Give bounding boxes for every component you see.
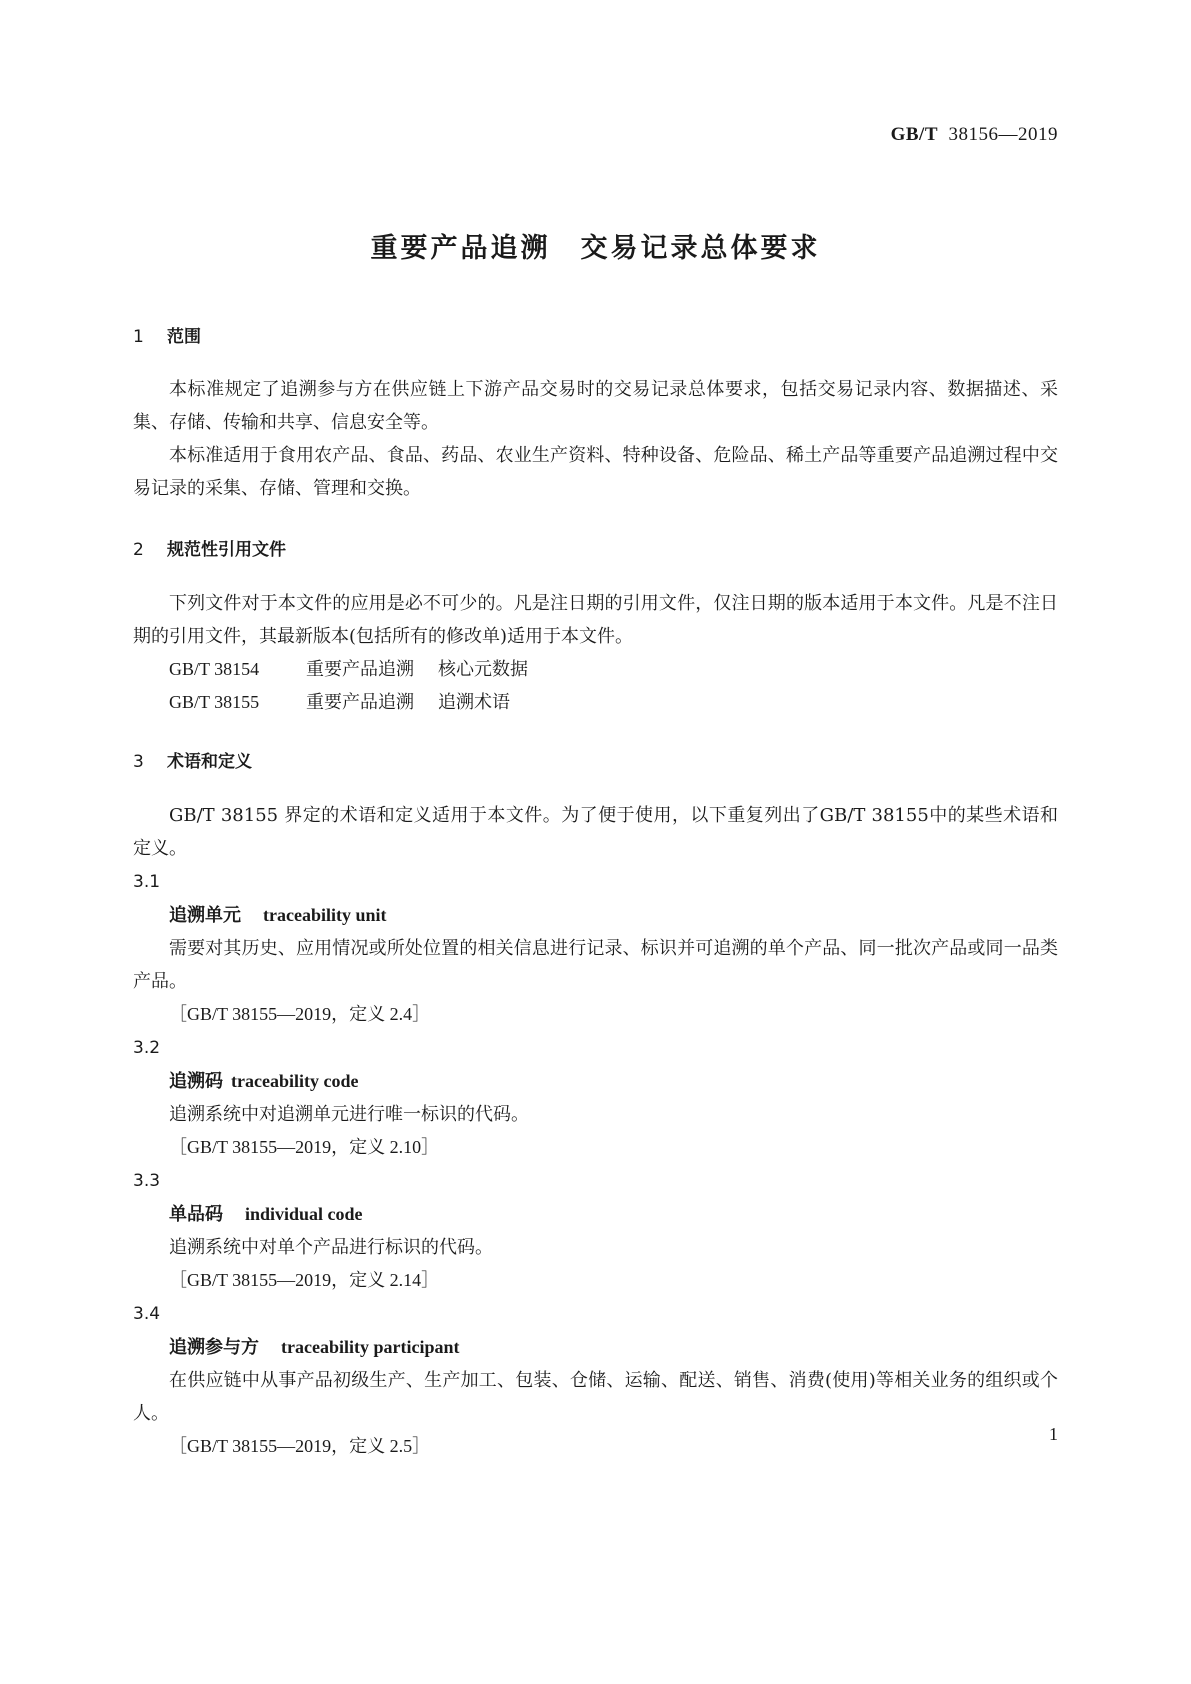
term-name xyxy=(133,1198,1058,1231)
term-name-en: traceability participant xyxy=(281,1337,460,1357)
section-3-heading xyxy=(133,747,1058,772)
paragraph: 本标准适用于食用农产品、食品、药品、农业生产资料、特种设备、危险品、稀土产品等重要产品追溯过程中交易记录的采集、存储、管理和交换。 xyxy=(133,445,1058,499)
term-name-en: traceability unit xyxy=(263,905,387,925)
term-source: ［GB/T 38155—2019，定义 2.14］ xyxy=(169,1270,440,1290)
term-number: 3.3 xyxy=(133,1171,161,1191)
section-number: 3 xyxy=(133,752,144,772)
reference-code: GB/T 38154 xyxy=(169,659,260,679)
paragraph: 本标准规定了追溯参与方在供应链上下游产品交易时的交易记录总体要求，包括交易记录内容、数据描述、采集、存储、传输和共享、信息安全等。 xyxy=(133,379,1058,433)
term-name-zh: 单品码 xyxy=(169,1204,223,1225)
reference-item xyxy=(133,686,1058,719)
term-name-en: traceability code xyxy=(231,1071,359,1091)
paragraph: GB/T 38155 界定的术语和定义适用于本文件。为了便于使用，以下重复列出了GB/T 38155中的某些术语和定义。 xyxy=(133,805,1058,859)
reference-title-part2: 追溯术语 xyxy=(438,692,510,712)
standard-code xyxy=(891,124,1058,146)
term-number: 3.2 xyxy=(133,1038,161,1058)
term-name-zh: 追溯单元 xyxy=(169,905,241,926)
section-title: 术语和定义 xyxy=(167,752,252,772)
reference-item xyxy=(133,653,1058,686)
term-number: 3.4 xyxy=(133,1304,161,1324)
reference-title-part1: 重要产品追溯 xyxy=(306,659,414,679)
standard-prefix: GB/T xyxy=(890,124,938,145)
term-name-zh: 追溯参与方 xyxy=(169,1337,259,1358)
document-title: 重要产品追溯 交易记录总体要求 xyxy=(370,233,821,264)
section-title: 范围 xyxy=(167,327,201,347)
term-number: 3.1 xyxy=(133,872,161,892)
reference-code: GB/T 38155 xyxy=(169,692,260,712)
term-definition: 在供应链中从事产品初级生产、生产加工、包装、仓储、运输、配送、销售、消费(使用)等相关业务的组织或个人。 xyxy=(133,1370,1058,1424)
term-name xyxy=(133,899,1058,932)
section-title: 规范性引用文件 xyxy=(167,540,286,560)
section-number: 1 xyxy=(133,327,144,347)
paragraph: 下列文件对于本文件的应用是必不可少的。凡是注日期的引用文件，仅注日期的版本适用于本文件。凡是不注日期的引用文件，其最新版本(包括所有的修改单)适用于本文件。 xyxy=(133,593,1058,647)
term-name-zh: 追溯码 xyxy=(169,1071,223,1092)
term-definition: 追溯系统中对单个产品进行标识的代码。 xyxy=(169,1237,493,1258)
term-source: ［GB/T 38155—2019，定义 2.10］ xyxy=(169,1137,440,1157)
document-body xyxy=(133,322,1058,1463)
term-source: ［GB/T 38155—2019，定义 2.5］ xyxy=(169,1436,431,1456)
term-name xyxy=(133,1065,1058,1098)
section-1-heading xyxy=(133,322,1058,347)
term-name xyxy=(133,1331,1058,1364)
term-definition: 需要对其历史、应用情况或所处位置的相关信息进行记录、标识并可追溯的单个产品、同一批次产品或同一品类产品。 xyxy=(133,938,1058,992)
term-name-en: individual code xyxy=(245,1204,363,1224)
term-definition: 追溯系统中对追溯单元进行唯一标识的代码。 xyxy=(169,1104,529,1125)
section-2-heading xyxy=(133,535,1058,560)
section-number: 2 xyxy=(133,540,144,560)
reference-title-part1: 重要产品追溯 xyxy=(306,692,414,712)
page-number: 1 xyxy=(1049,1424,1058,1444)
term-source: ［GB/T 38155—2019，定义 2.4］ xyxy=(169,1004,431,1024)
reference-title-part2: 核心元数据 xyxy=(438,659,528,679)
standard-number: 38156—2019 xyxy=(948,124,1058,145)
